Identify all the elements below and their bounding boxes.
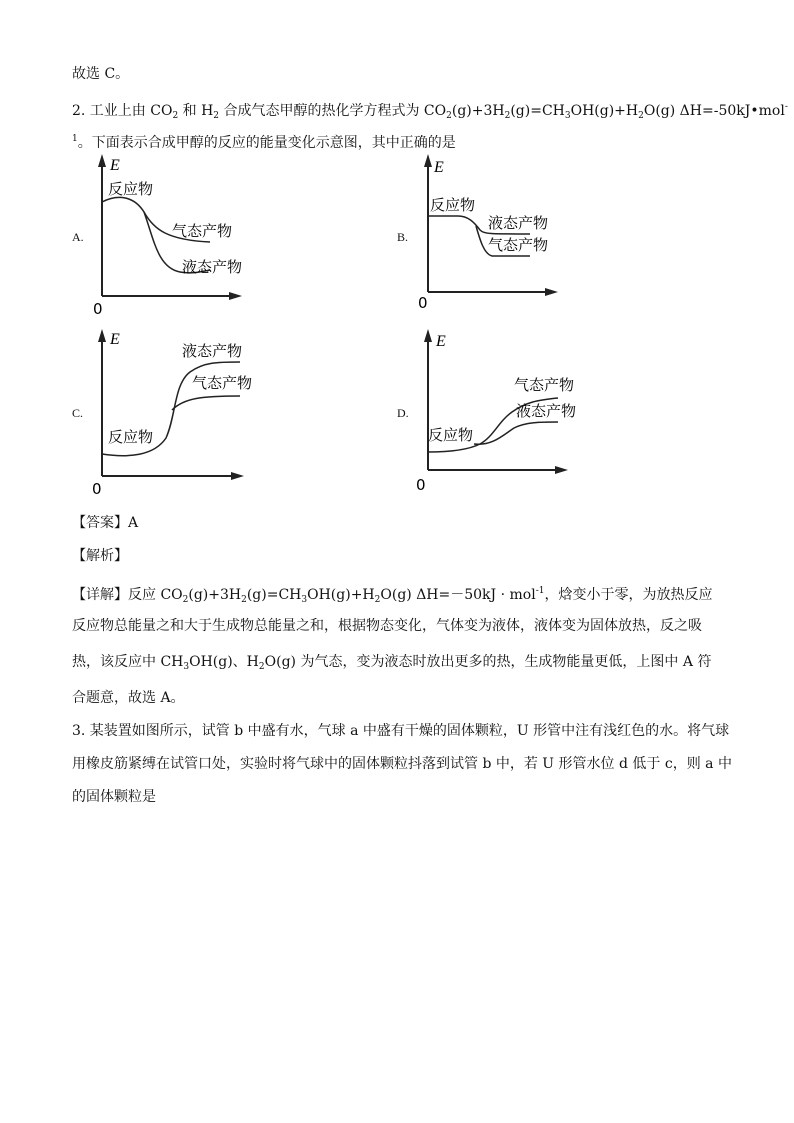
option-d-label: D. xyxy=(397,406,409,420)
analysis-heading: 【解析】 xyxy=(72,548,128,564)
reactant-label: 反应物 xyxy=(108,180,154,198)
detail-line-2: 反应物总能量之和大于生成物总能量之和，根据物态变化，气体变为液体，液体变为固体放热，反之吸 xyxy=(72,618,702,634)
reactant-label: 反应物 xyxy=(428,426,474,444)
question-2-line-2: $^1$。下面表示合成甲醇的反应的能量变化示意图，其中正确的是 xyxy=(72,134,456,151)
detail-line-3: 热，该反应中 $CH_3OH(g)$、$H_2O(g)$ 为气态，变为液态时放出更多的热，生成物能量更低，上图中 A 符 xyxy=(72,654,712,672)
axis-e-label: E xyxy=(110,331,120,348)
axis-e-label: E xyxy=(436,333,446,350)
gas-product-label: 气态产物 xyxy=(192,374,253,392)
detail-line-1: 【详解】反应 $CO_2(g)+3H_2(g)=CH_3OH(g)+H_2O(g) \Delta H=-50kJ \cdot mol^{-1}$，焓变小于零，为放热反应 xyxy=(72,586,713,605)
origin-label: 0 xyxy=(418,294,428,312)
question-3-line-2: 用橡皮筋紧缚在试管口处，实验时将气球中的固体颗粒抖落到试管 b 中，若 U 形管水位 d 低于 c，则 a 中 xyxy=(72,756,732,772)
diagram-b xyxy=(414,150,574,320)
y-axis-arrow-icon xyxy=(98,329,106,342)
diagram-c xyxy=(88,326,258,496)
x-axis-arrow-icon xyxy=(555,466,568,474)
liquid-product-label: 液态产物 xyxy=(182,342,243,360)
axis-e-label: E xyxy=(434,159,444,176)
axis-e-label: E xyxy=(110,157,120,174)
y-axis-arrow-icon xyxy=(424,329,432,342)
gas-product-label: 气态产物 xyxy=(488,236,549,254)
y-axis-arrow-icon xyxy=(98,154,106,167)
diagram-a xyxy=(88,150,248,320)
gas-curve xyxy=(172,396,240,410)
option-b-label: B. xyxy=(397,230,409,244)
reactant-label: 反应物 xyxy=(430,196,476,214)
liquid-product-label: 液态产物 xyxy=(516,402,577,420)
liquid-curve xyxy=(474,422,558,444)
diagram-d xyxy=(414,326,584,496)
x-axis-arrow-icon xyxy=(231,472,244,480)
origin-label: 0 xyxy=(92,480,102,498)
y-axis-arrow-icon xyxy=(424,154,432,167)
conclusion-line: 故选 C。 xyxy=(72,66,130,82)
origin-label: 0 xyxy=(93,300,103,318)
question-3-line-1: 3. 某装置如图所示，试管 b 中盛有水，气球 a 中盛有干燥的固体颗粒，U 形管中注有浅红色的水。将气球 xyxy=(72,723,730,739)
option-c-label: C. xyxy=(72,406,84,420)
origin-label: 0 xyxy=(416,476,426,494)
liquid-product-label: 液态产物 xyxy=(182,258,243,276)
reactant-label: 反应物 xyxy=(108,428,154,446)
x-axis-arrow-icon xyxy=(545,288,558,296)
option-a-label: A. xyxy=(72,230,84,244)
gas-product-label: 气态产物 xyxy=(514,376,575,394)
liquid-product-label: 液态产物 xyxy=(488,214,549,232)
answer-line: 【答案】A xyxy=(72,515,139,531)
x-axis-arrow-icon xyxy=(229,292,242,300)
gas-product-label: 气态产物 xyxy=(172,222,233,240)
question-2-line-1: 2. 工业上由 $CO_2$ 和 $H_2$ 合成气态甲醇的热化学方程式为 $CO_2(g)+3H_2(g)=CH_3OH(g)+H_2O(g)$ ΔH=-50kJ•mol- xyxy=(72,102,788,121)
detail-line-4: 合题意，故选 A。 xyxy=(72,690,185,706)
question-3-line-3: 的固体颗粒是 xyxy=(72,789,156,805)
